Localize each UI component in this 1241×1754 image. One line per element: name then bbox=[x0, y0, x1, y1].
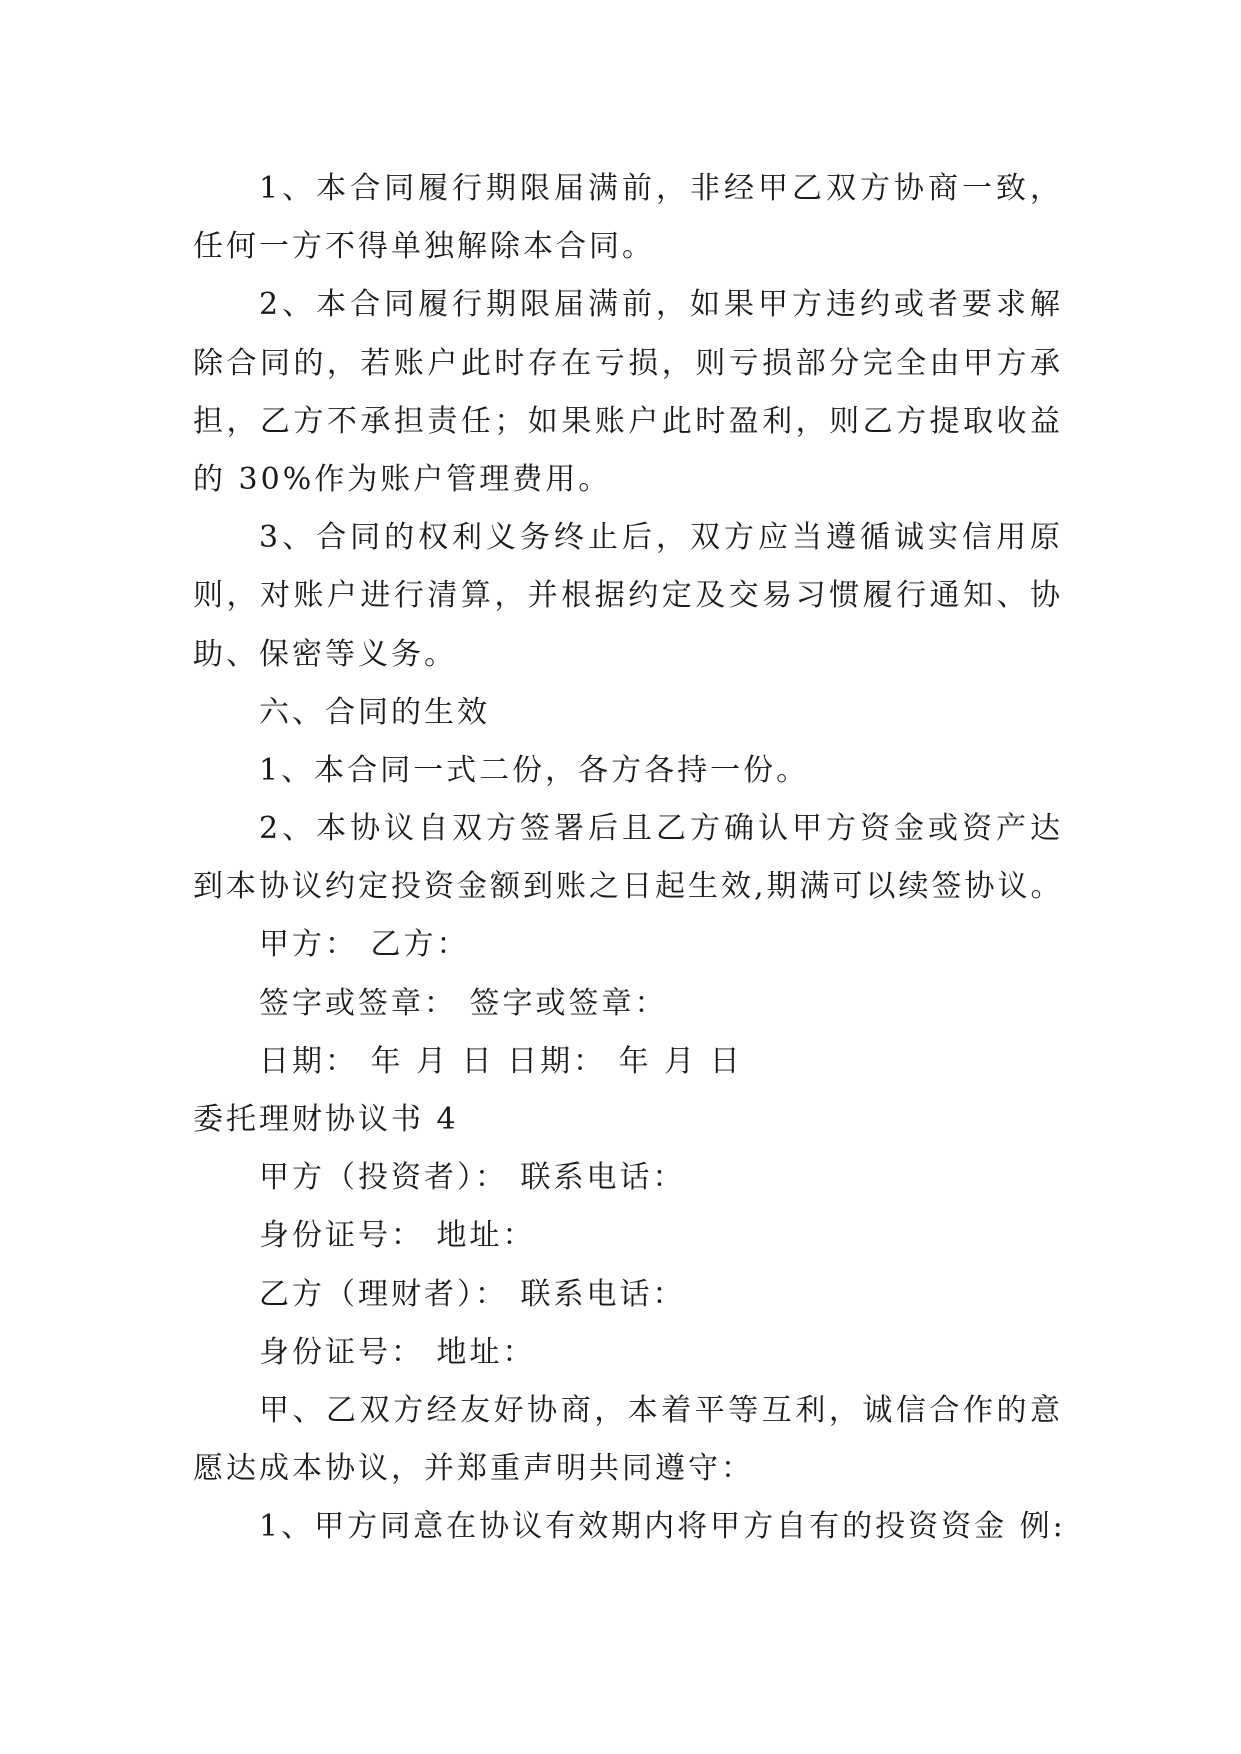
document-body bbox=[193, 160, 1066, 1557]
party-b-id: 身份证号： 地址： bbox=[259, 1334, 536, 1370]
signature-parties: 甲方： 乙方： bbox=[259, 927, 470, 963]
party-a-info: 甲方（投资者）： 联系电话： bbox=[259, 1160, 686, 1196]
preamble-line: 甲、乙双方经友好协商，本着平等互利，诚信合作的意 bbox=[259, 1392, 1063, 1428]
document-title: 委托理财协议书 4 bbox=[193, 1102, 459, 1137]
clause-line: 3、合同的权利义务终止后，双方应当遵循诚实信用原 bbox=[259, 520, 1063, 556]
clause-line: 1、本合同一式二份，各方各持一份。 bbox=[259, 752, 810, 788]
clause-line: 除合同的，若账户此时存在亏损，则亏损部分完全由甲方承 bbox=[193, 345, 1063, 381]
clause-line: 1、本合同履行期限届满前，非经甲乙双方协商一致， bbox=[259, 171, 1063, 206]
signature-line: 签字或签章： 签字或签章： bbox=[259, 985, 668, 1021]
clause-line: 担，乙方不承担责任；如果账户此时盈利，则乙方提取收益 bbox=[193, 403, 1063, 439]
clause-line: 2、本协议自双方签署后且乙方确认甲方资金或资产达 bbox=[259, 811, 1063, 847]
party-a-id: 身份证号： 地址： bbox=[259, 1218, 536, 1254]
preamble-line: 愿达成本协议，并郑重声明共同遵守： bbox=[193, 1451, 754, 1487]
clause-line: 的 30%作为账户管理费用。 bbox=[193, 461, 612, 497]
clause-line: 2、本合同履行期限届满前，如果甲方违约或者要求解 bbox=[259, 287, 1063, 323]
clause-line: 1、甲方同意在协议有效期内将甲方自有的投资资金 例: bbox=[259, 1509, 1066, 1545]
date-line: 日期： 年 月 日 日期： 年 月 日 bbox=[259, 1043, 743, 1079]
party-b-info: 乙方（理财者）： 联系电话： bbox=[259, 1276, 686, 1312]
clause-line: 任何一方不得单独解除本合同。 bbox=[193, 229, 655, 265]
clause-line: 助、保密等义务。 bbox=[193, 636, 457, 672]
clause-line: 则，对账户进行清算，并根据约定及交易习惯履行通知、协 bbox=[193, 578, 1063, 614]
clause-line: 到本协议约定投资金额到账之日起生效,期满可以续签协议。 bbox=[193, 869, 1064, 905]
section-heading: 六、合同的生效 bbox=[259, 694, 490, 730]
